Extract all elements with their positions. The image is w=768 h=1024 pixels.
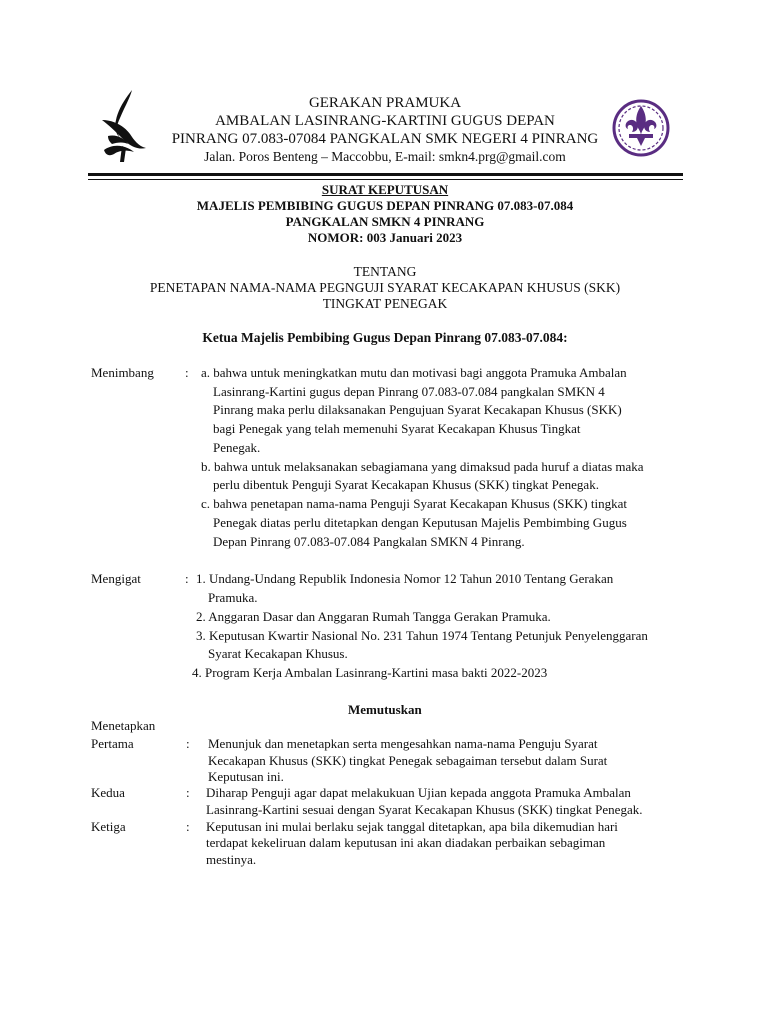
world-scout-emblem-icon	[609, 92, 673, 164]
decree-issuer: MAJELIS PEMBIBING GUGUS DEPAN PINRANG 07.083-07.084	[196, 198, 574, 213]
menetapkan-label: Menetapkan	[91, 718, 156, 733]
address-line: Jalan. Poros Benteng – Maccobbu, E-mail: smkn4.prg@gmail.com	[204, 149, 566, 164]
subject-line-2: TINGKAT PENEGAK	[322, 296, 448, 311]
menimbang-line: c. bahwa penetapan nama-nama Penguji Syarat Kecakapan Khusus (SKK) tingkat	[201, 496, 627, 511]
subject-line-1: PENETAPAN NAMA-NAMA PEGNGUJI SYARAT KECAKAPAN KHUSUS (SKK)	[149, 280, 621, 295]
mengigat-colon: :	[185, 571, 189, 586]
header-divider-thick	[88, 173, 683, 176]
menimbang-line: b. bahwa untuk melaksanakan sebagiamana yang dimaksud pada huruf a diatas maka	[201, 459, 644, 474]
kedua-line: Diharap Penguji agar dapat melakukuan Ujian kepada anggota Pramuka Ambalan	[206, 785, 631, 800]
pertama-line: Keputusan ini.	[208, 769, 284, 784]
ketiga-line: Keputusan ini mulai berlaku sejak tanggal ditetapkan, apa bila dikemudian hari	[206, 819, 618, 834]
ketiga-colon: :	[186, 819, 190, 834]
menimbang-line: Pinrang maka perlu dilaksanakan Pengujuan Syarat Kecakapan Khusus (SKK)	[213, 402, 622, 417]
ambalan-name: AMBALAN LASINRANG-KARTINI GUGUS DEPAN	[215, 113, 555, 129]
menimbang-line: Penegak diatas perlu ditetapkan dengan Keputusan Majelis Pembimbing Gugus	[213, 515, 627, 530]
menimbang-line: a. bahwa untuk meningkatkan mutu dan motivasi bagi anggota Pramuka Ambalan	[201, 365, 627, 380]
mengigat-line: 4. Program Kerja Ambalan Lasinrang-Kartini masa bakti 2022-2023	[192, 665, 548, 680]
gugus-depan-name: PINRANG 07.083-07084 PANGKALAN SMK NEGERI 4 PINRANG	[171, 131, 599, 147]
tunas-kelapa-emblem-icon	[94, 86, 156, 164]
mengigat-line: 2. Anggaran Dasar dan Anggaran Rumah Tangga Gerakan Pramuka.	[196, 609, 551, 624]
ketiga-line: mestinya.	[206, 852, 257, 867]
menimbang-line: bagi Penegak yang telah memenuhi Syarat Kecakapan Khusus Tingkat	[213, 421, 581, 436]
mengigat-line: Syarat Kecakapan Khusus.	[208, 646, 348, 661]
pertama-line: Menunjuk dan menetapkan serta mengesahkan nama-nama Penguju Syarat	[208, 736, 598, 751]
menimbang-line: Depan Pinrang 07.083-07.084 Pangkalan SMKN 4 Pinrang.	[213, 534, 525, 549]
menimbang-line: perlu dibentuk Penguji Syarat Kecakapan Khusus (SKK) tingkat Penegak.	[213, 477, 599, 492]
subject-block	[80, 264, 690, 312]
mengigat-line: 1. Undang-Undang Republik Indonesia Nomor 12 Tahun 2010 Tentang Gerakan	[196, 571, 614, 586]
memutuskan-heading: Memutuskan	[348, 702, 422, 717]
decree-heading: SURAT KEPUTUSAN	[321, 182, 449, 197]
decree-title	[80, 182, 690, 246]
mengigat-line: 3. Keputusan Kwartir Nasional No. 231 Tahun 1974 Tentang Petunjuk Penyelenggaran	[196, 628, 648, 643]
header-divider-thin	[88, 179, 683, 180]
menimbang-colon: :	[185, 365, 189, 380]
kedua-label: Kedua	[91, 785, 125, 800]
pertama-label: Pertama	[91, 736, 134, 751]
menimbang-line: Penegak.	[213, 440, 261, 455]
menimbang-label: Menimbang	[91, 365, 154, 380]
ketiga-label: Ketiga	[91, 819, 126, 834]
mengigat-line: Pramuka.	[208, 590, 258, 605]
ketiga-line: terdapat kekeliruan dalam keputusan ini akan diadakan perbaikan sebagiman	[206, 835, 606, 850]
menimbang-line: Lasinrang-Kartini gugus depan Pinrang 07.083-07.084 pangkalan SMKN 4	[213, 384, 605, 399]
kedua-line: Lasinrang-Kartini sesuai dengan Syarat Kecakapan Khusus (SKK) tingkat Penegak.	[206, 802, 643, 817]
ketua-line: Ketua Majelis Pembibing Gugus Depan Pinrang 07.083-07.084:	[202, 330, 568, 345]
letterhead	[150, 94, 620, 166]
pertama-colon: :	[186, 736, 190, 751]
decree-number: NOMOR: 003 Januari 2023	[307, 230, 463, 245]
tentang-label: TENTANG	[353, 264, 417, 279]
org-name: GERAKAN PRAMUKA	[308, 95, 462, 111]
pertama-line: Kecakapan Khusus (SKK) tingkat Penegak sebagaiman tersebut dalam Surat	[208, 753, 608, 768]
kedua-colon: :	[186, 785, 190, 800]
mengigat-label: Mengigat	[91, 571, 141, 586]
decree-pangkalan: PANGKALAN SMKN 4 PINRANG	[285, 214, 485, 229]
